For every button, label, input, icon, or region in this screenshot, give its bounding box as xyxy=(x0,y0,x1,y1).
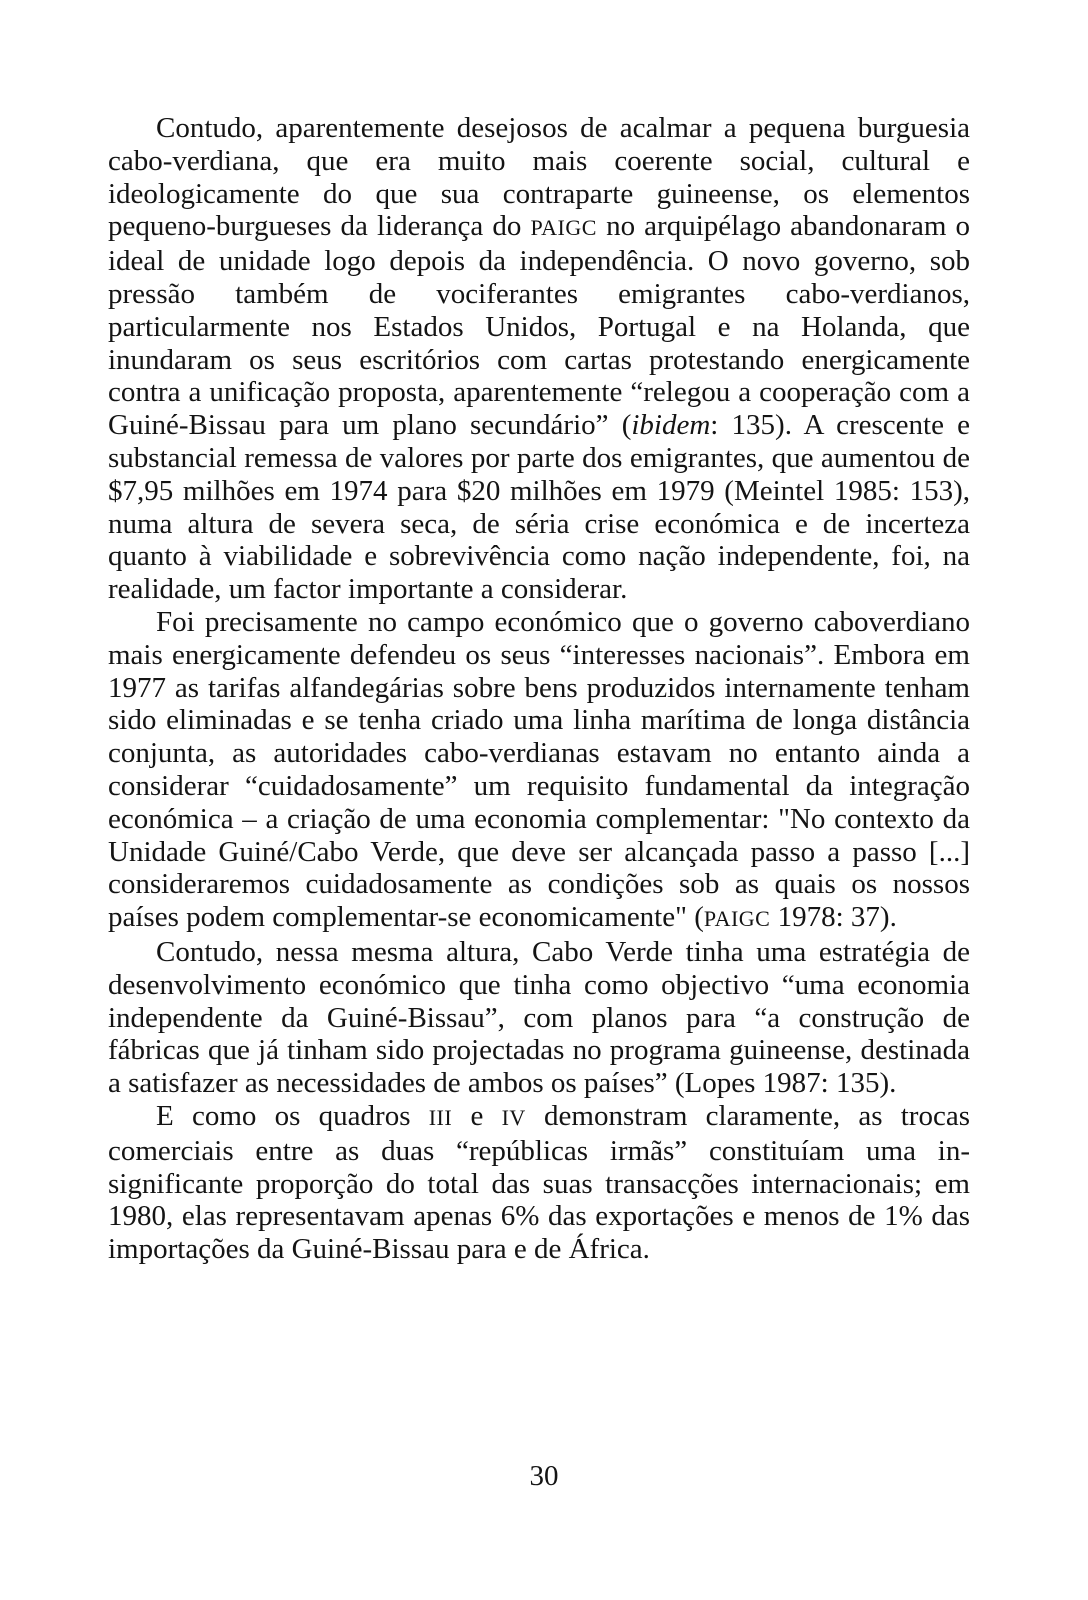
paragraph-3 xyxy=(108,936,970,1100)
acronym-paigc: PAIGC xyxy=(530,215,597,241)
paragraph-2-text-1: Foi precisamente no campo económico que o governo caboverdiano mais energicamente defendeu os seus “interesses nacionais”. Embora em 1977 as tarifas alfandegárias sobre bens produzidos internamente tenham sido eliminadas e se tenha criado uma linha marítima de longa distância conjunta, as autoridades cabo-verdianas estavam no entanto ainda a considerar “cuidadosamente” um requisito fundamental da integração económica – a criação de uma economia complementar: "No contexto da Unidade Guiné/Cabo Verde, que deve ser alcançada passo a passo [...] consideraremos cuidadosamente as condições sob as quais os nossos países podem complementar-se economicamente" ( xyxy=(108,605,970,934)
paragraph-4 xyxy=(108,1100,970,1266)
paragraph-2-text-2: 1978: 37). xyxy=(770,901,897,934)
paragraph-4-text-3: demonstram claramente, as trocas comerciais entre as duas “repúblicas irmãs” constituíam uma insignificante proporção do total das suas transacções internacionais; em 1980, elas representavam apenas 6% das exportações e menos de 1% das importações da Guiné-Bissau para e de África. xyxy=(108,1099,970,1266)
paragraph-4-text-1: E como os quadros xyxy=(156,1099,429,1132)
page-body xyxy=(108,112,970,1266)
paragraph-1 xyxy=(108,112,970,606)
paragraph-3-text-1: Contudo, nessa mesma altura, Cabo Verde tinha uma estratégia de desenvolvimento económico que tinha como objectivo “uma economia independente da Guiné-Bissau”, com planos para “a construção de fábricas que já tinham sido projectadas no programa guineense, destinada a satisfazer as necessidades de ambos os países” (Lopes 1987: 135). xyxy=(108,935,970,1100)
ibidem-citation: ibidem xyxy=(631,409,711,442)
paragraph-4-text-2: e xyxy=(452,1099,502,1132)
paragraph-2 xyxy=(108,606,970,936)
table-ref-iii: III xyxy=(428,1104,453,1130)
acronym-paigc: PAIGC xyxy=(703,906,771,932)
paragraph-1-text-1: Contudo, aparentemente desejosos de acalmar a pequena burguesia cabo-verdiana, que era muito mais coerente social, cultural e ideologicamente do que sua contraparte guineense, os elementos pequeno-burgueses da liderança do xyxy=(108,112,970,243)
paragraph-1-text-3: : 135). A crescente e substancial remessa de valores por parte dos emigrantes, que aumentou de $7,95 milhões em 1974 para $20 milhões em 1979 (Meintel 1985: 153), numa altura de severa seca, de séria crise económica e de incerteza quanto à viabilidade e sobrevivência como nação independente, foi, na realidade, um factor importante a considerar. xyxy=(108,409,970,606)
paragraph-1-text-2: no arquipélago abandonaram o ideal de unidade logo depois da independência. O novo governo, sob pressão também de vociferantes emigrantes cabo-verdianos, particularmente nos Estados Unidos, Portugal e na Holanda, que inundaram os seus escritórios com cartas protestando energicamente contra a unificação proposta, aparentemente “relegou a cooperação com a Guiné-Bissau para um plano secundário” ( xyxy=(108,210,971,442)
page-number: 30 xyxy=(529,1460,559,1492)
table-ref-iv: IV xyxy=(501,1104,526,1130)
